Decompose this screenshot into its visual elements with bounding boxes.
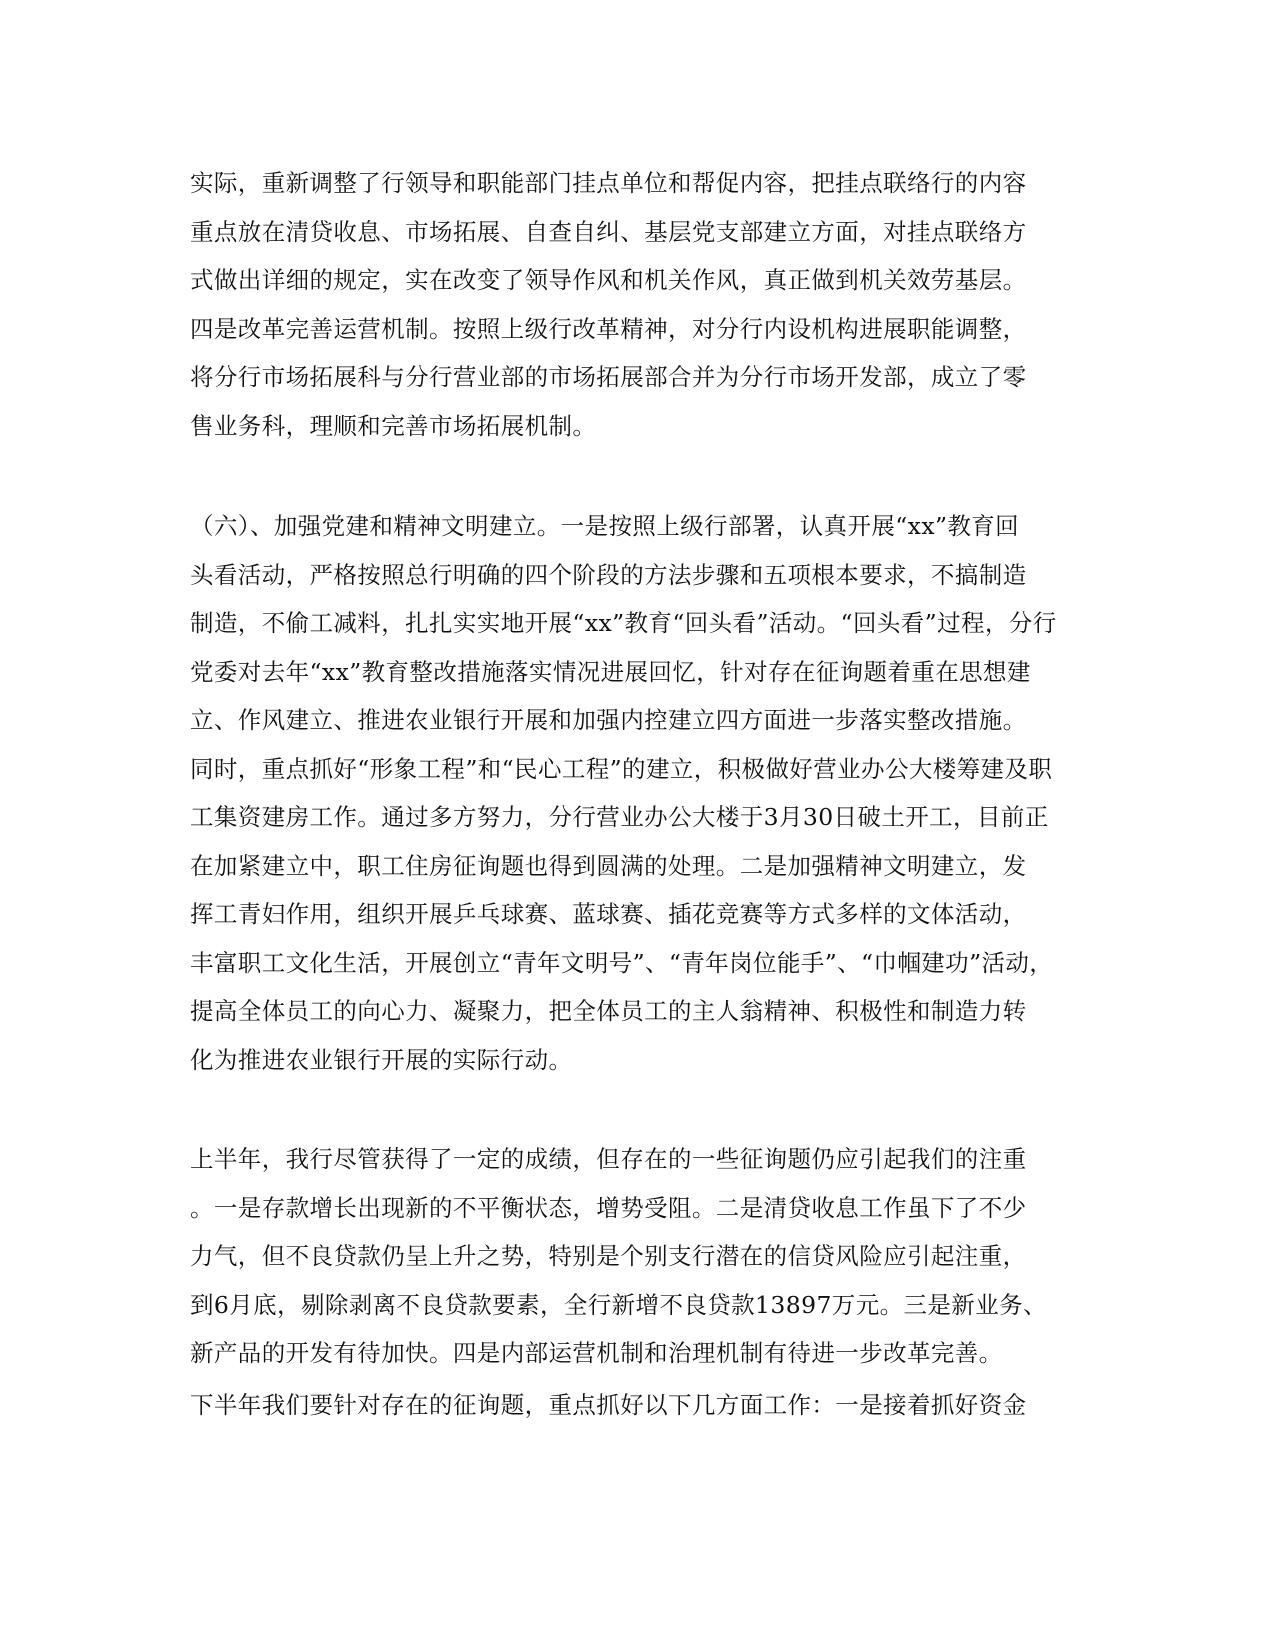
text-line: 同时，重点抓好“形象工程”和“民心工程”的建立，积极做好营业办公大楼筹建及职 <box>190 754 1053 783</box>
text-line: 。一是存款增长出现新的不平衡状态，增势受阻。二是清贷收息工作虽下了不少 <box>190 1193 1027 1222</box>
paragraph-party-building <box>190 502 1070 1084</box>
text-line: 丰富职工文化生活，开展创立“青年文明号”、“青年岗位能手”、“巾帼建功”活动， <box>190 948 1054 977</box>
text-line: 制造，不偷工减料，扎扎实实地开展“xx”教育“回头看”活动。“回头看”过程，分行 <box>190 609 1057 637</box>
text-line: 重点放在清贷收息、市场拓展、自查自纠、基层党支部建立方面，对挂点联络方 <box>190 217 1027 246</box>
text-line: 售业务科，理顺和完善市场拓展机制。 <box>190 411 597 440</box>
text-line: 立、作风建立、推进农业银行开展和加强内控建立四方面进一步落实整改措施。 <box>190 706 1027 734</box>
text-line: 头看活动，严格按照总行明确的四个阶段的方法步骤和五项根本要求，不搞制造 <box>190 560 1027 589</box>
paragraph-first-half-issues <box>190 1135 1070 1378</box>
text-line: 挥工青妇作用，组织开展乒乓球赛、蓝球赛、插花竞赛等方式多样的文体活动， <box>190 900 1027 928</box>
paragraph-operations-reform <box>190 159 1070 450</box>
paragraph-second-half-plan <box>190 1381 1070 1430</box>
text-line: 提高全体员工的向心力、凝聚力，把全体员工的主人翁精神、积极性和制造力转 <box>190 997 1027 1025</box>
text-line: 新产品的开发有待加快。四是内部运营机制和治理机制有待进一步改革完善。 <box>190 1339 1003 1367</box>
text-line: （六）、加强党建和精神文明建立。一是按照上级行部署，认真开展“xx”教育回 <box>190 512 1020 540</box>
text-line: 力气，但不良贷款仍呈上升之势，特别是个别支行潜在的信贷风险应引起注重， <box>190 1242 1027 1270</box>
text-line: 化为推进农业银行开展的实际行动。 <box>190 1045 573 1074</box>
text-line: 四是改革完善运营机制。按照上级行改革精神，对分行内设机构进展职能调整， <box>190 314 1027 343</box>
text-line: 工集资建房工作。通过多方努力，分行营业办公大楼于3月30日破土开工，目前正 <box>190 803 1049 831</box>
text-line: 党委对去年“xx”教育整改措施落实情况进展回忆，针对存在征询题着重在思想建 <box>190 657 1031 686</box>
text-line: 到6月底，剔除剥离不良贷款要素，全行新增不良贷款13897万元。三是新业务、 <box>190 1290 1047 1319</box>
text-line: 下半年我们要针对存在的征询题，重点抓好以下几方面工作：一是接着抓好资金 <box>190 1391 1027 1419</box>
text-line: 在加紧建立中，职工住房征询题也得到圆满的处理。二是加强精神文明建立，发 <box>190 851 1027 880</box>
text-line: 将分行市场拓展科与分行营业部的市场拓展部合并为分行市场开发部，成立了零 <box>190 363 1027 391</box>
text-line: 式做出详细的规定，实在改变了领导作风和机关作风，真正做到机关效劳基层。 <box>190 266 1027 294</box>
text-line: 上半年，我行尽管获得了一定的成绩，但存在的一些征询题仍应引起我们的注重 <box>190 1145 1027 1173</box>
text-line: 实际，重新调整了行领导和职能部门挂点单位和帮促内容，把挂点联络行的内容 <box>190 169 1027 197</box>
